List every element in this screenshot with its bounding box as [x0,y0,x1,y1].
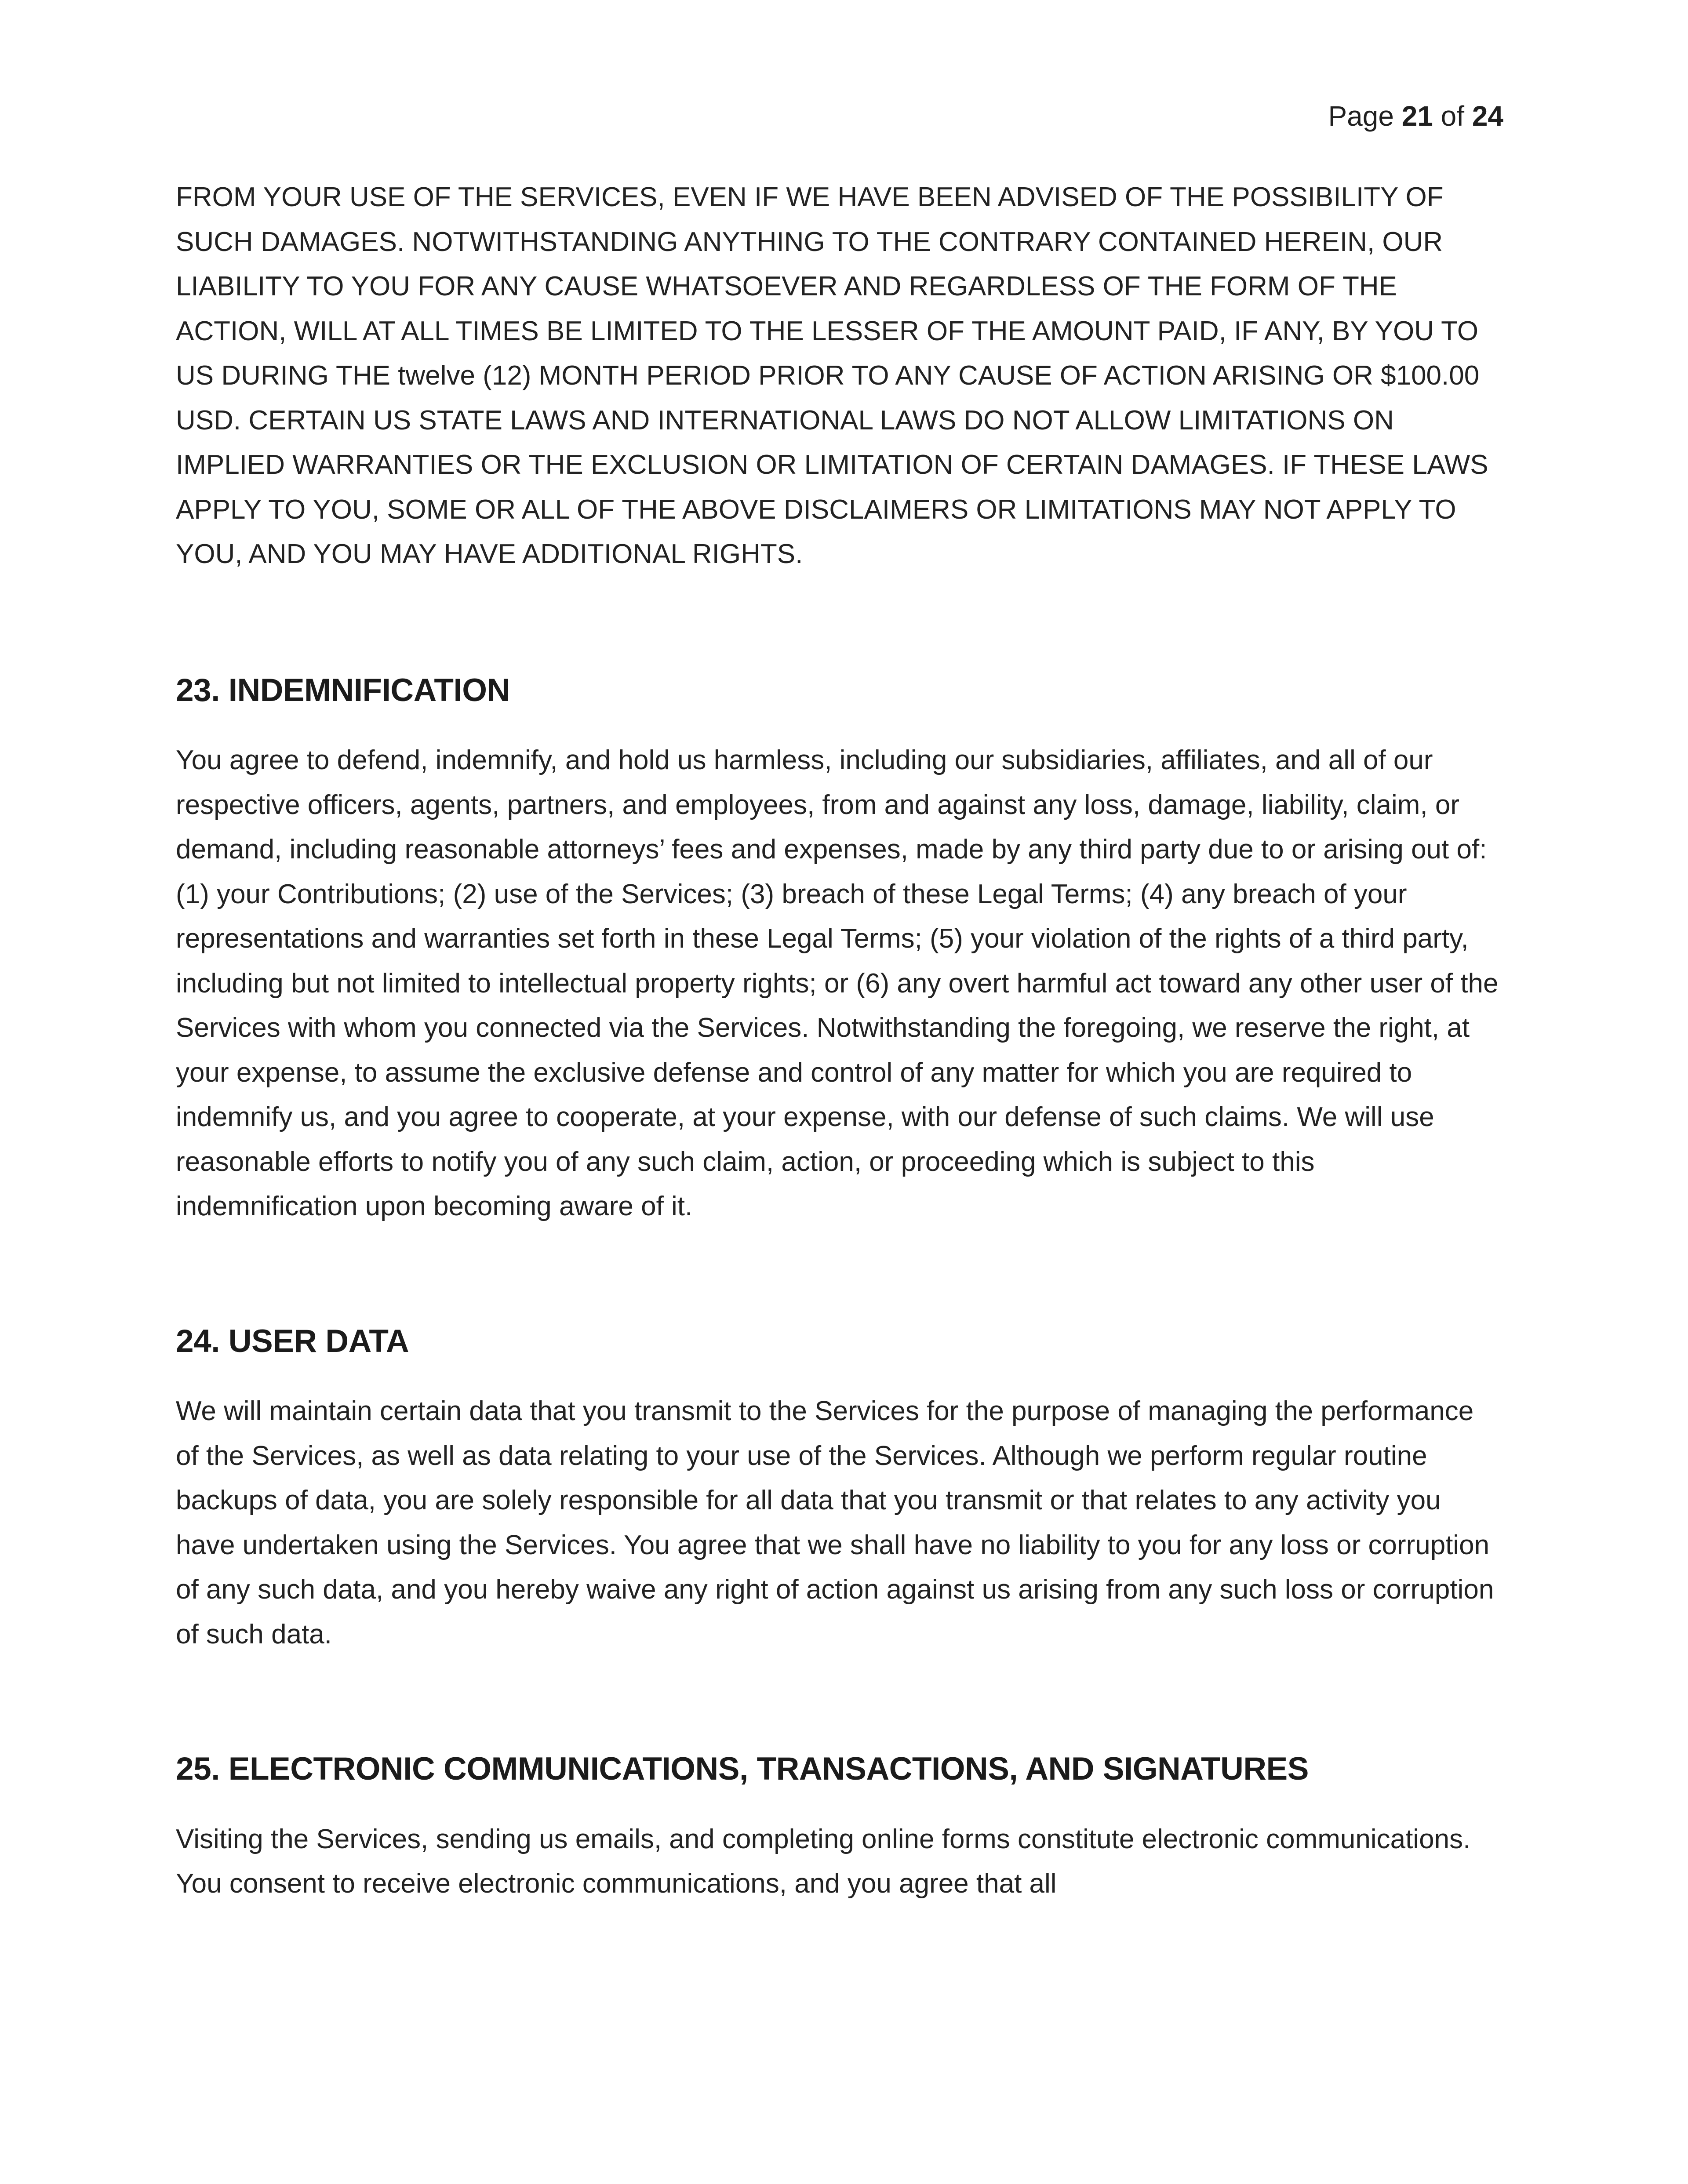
page-number-total: 24 [1472,100,1503,132]
page-number-current: 21 [1401,100,1433,132]
page-number-prefix: Page [1328,100,1394,132]
section-body-electronic-communications: Visiting the Services, sending us emails, and completing online forms constitute electronic communications. You consent to receive electronic communications, and you agree that all [176,1824,1471,1899]
section-heading-electronic-communications: 25. ELECTRONIC COMMUNICATIONS, TRANSACTIONS, AND SIGNATURES [176,1751,1309,1787]
page-number [1328,99,1503,133]
limitation-of-liability-continued: FROM YOUR USE OF THE SERVICES, EVEN IF WE HAVE BEEN ADVISED OF THE POSSIBILITY OF SUCH DAMAGES. NOTWITHSTANDING ANYTHING TO THE CONTRARY CONTAINED HEREIN, OUR LIABILITY TO YOU FOR ANY CAUSE WHATSOEVER AND REGARDLESS OF THE FORM OF THE ACTION, WILL AT ALL TIMES BE LIMITED TO THE LESSER OF THE AMOUNT PAID, IF ANY, BY YOU TO US DURING THE twelve (12) MONTH PERIOD PRIOR TO ANY CAUSE OF ACTION ARISING OR $100.00 USD. CERTAIN US STATE LAWS AND INTERNATIONAL LAWS DO NOT ALLOW LIMITATIONS ON IMPLIED WARRANTIES OR THE EXCLUSION OR LIMITATION OF CERTAIN DAMAGES. IF THESE LAWS APPLY TO YOU, SOME OR ALL OF THE ABOVE DISCLAIMERS OR LIMITATIONS MAY NOT APPLY TO YOU, AND YOU MAY HAVE ADDITIONAL RIGHTS. [176,182,1488,569]
section-heading-user-data: 24. USER DATA [176,1323,409,1359]
section-heading-indemnification: 23. INDEMNIFICATION [176,672,510,708]
page-number-of: of [1441,100,1465,132]
section-body-user-data: We will maintain certain data that you transmit to the Services for the purpose of managing the performance of the Services, as well as data relating to your use of the Services. Although we perform regular routine backups of data, you are solely responsible for all data that you transmit or that relates to any activity you have undertaken using the Services. You agree that we shall have no liability to you for any loss or corruption of any such data, and you hereby waive any right of action against us arising from any such loss or corruption of such data. [176,1396,1494,1650]
document-body [176,175,1503,1906]
section-body-indemnification: You agree to defend, indemnify, and hold us harmless, including our subsidiaries, affiliates, and all of our respective officers, agents, partners, and employees, from and against any loss, damage, liability, claim, or demand, including reasonable attorneys’ fees and expenses, made by any third party due to or arising out of: (1) your Contributions; (2) use of the Services; (3) breach of these Legal Terms; (4) any breach of your representations and warranties set forth in these Legal Terms; (5) your violation of the rights of a third party, including but not limited to intellectual property rights; or (6) any overt harmful act toward any other user of the Services with whom you connected via the Services. Notwithstanding the foregoing, we reserve the right, at your expense, to assume the exclusive defense and control of any matter for which you are required to indemnify us, and you agree to cooperate, at your expense, with our defense of such claims. We will use reasonable efforts to notify you of any such claim, action, or proceeding which is subject to this indemnification upon becoming aware of it. [176,745,1499,1222]
